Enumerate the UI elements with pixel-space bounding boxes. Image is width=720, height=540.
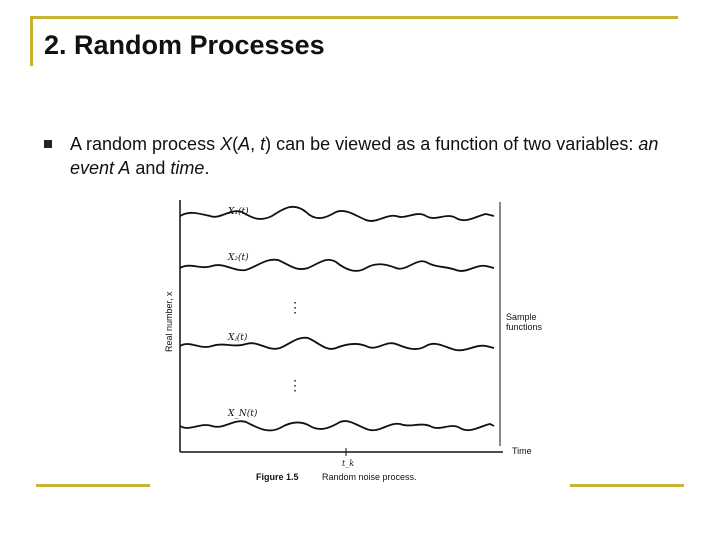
bullet-text-part: and [130,158,171,178]
caption-text: Random noise process. [322,472,417,482]
bullet-event-a: an event A [70,134,659,178]
slide-title: 2. Random Processes [44,30,325,60]
bullet-var-x: X [220,134,233,154]
bottom-rule-left [36,484,150,487]
ellipsis-upper: ⋮ [288,300,302,316]
random-noise-figure [160,196,580,488]
bullet-var-a: A [238,134,251,154]
bullet-text-part: ) can be viewed as a function of two variables: [265,134,639,154]
bullet-time: time [170,158,205,178]
ellipsis-lower: ⋮ [288,378,302,394]
label-xj: Xⱼ(t) [228,333,248,343]
bottom-rule-right [570,484,684,487]
brace-label-sample: Sample [506,312,537,322]
label-xn: X_N(t) [228,409,258,419]
bullet-marker [44,140,52,148]
caption-number: Figure 1.5 [256,472,299,482]
bullet-text [70,132,670,180]
bullet-text-part: A random process [70,134,221,154]
label-x2: X₂(t) [228,253,249,263]
waveform-4 [180,421,494,430]
bullet-var-t: t [260,134,266,154]
bullet-text-part: , [250,134,261,154]
figure-svg [160,196,580,488]
label-x1: X₁(t) [228,207,249,217]
y-axis-label: Real number, x [164,291,174,352]
bullet-text-part: ( [232,134,239,154]
tick-label: t_k [342,459,355,468]
bullet-text-part: . [204,158,210,178]
brace-label-functions: functions [506,322,543,332]
x-axis-label: Time [512,446,532,456]
